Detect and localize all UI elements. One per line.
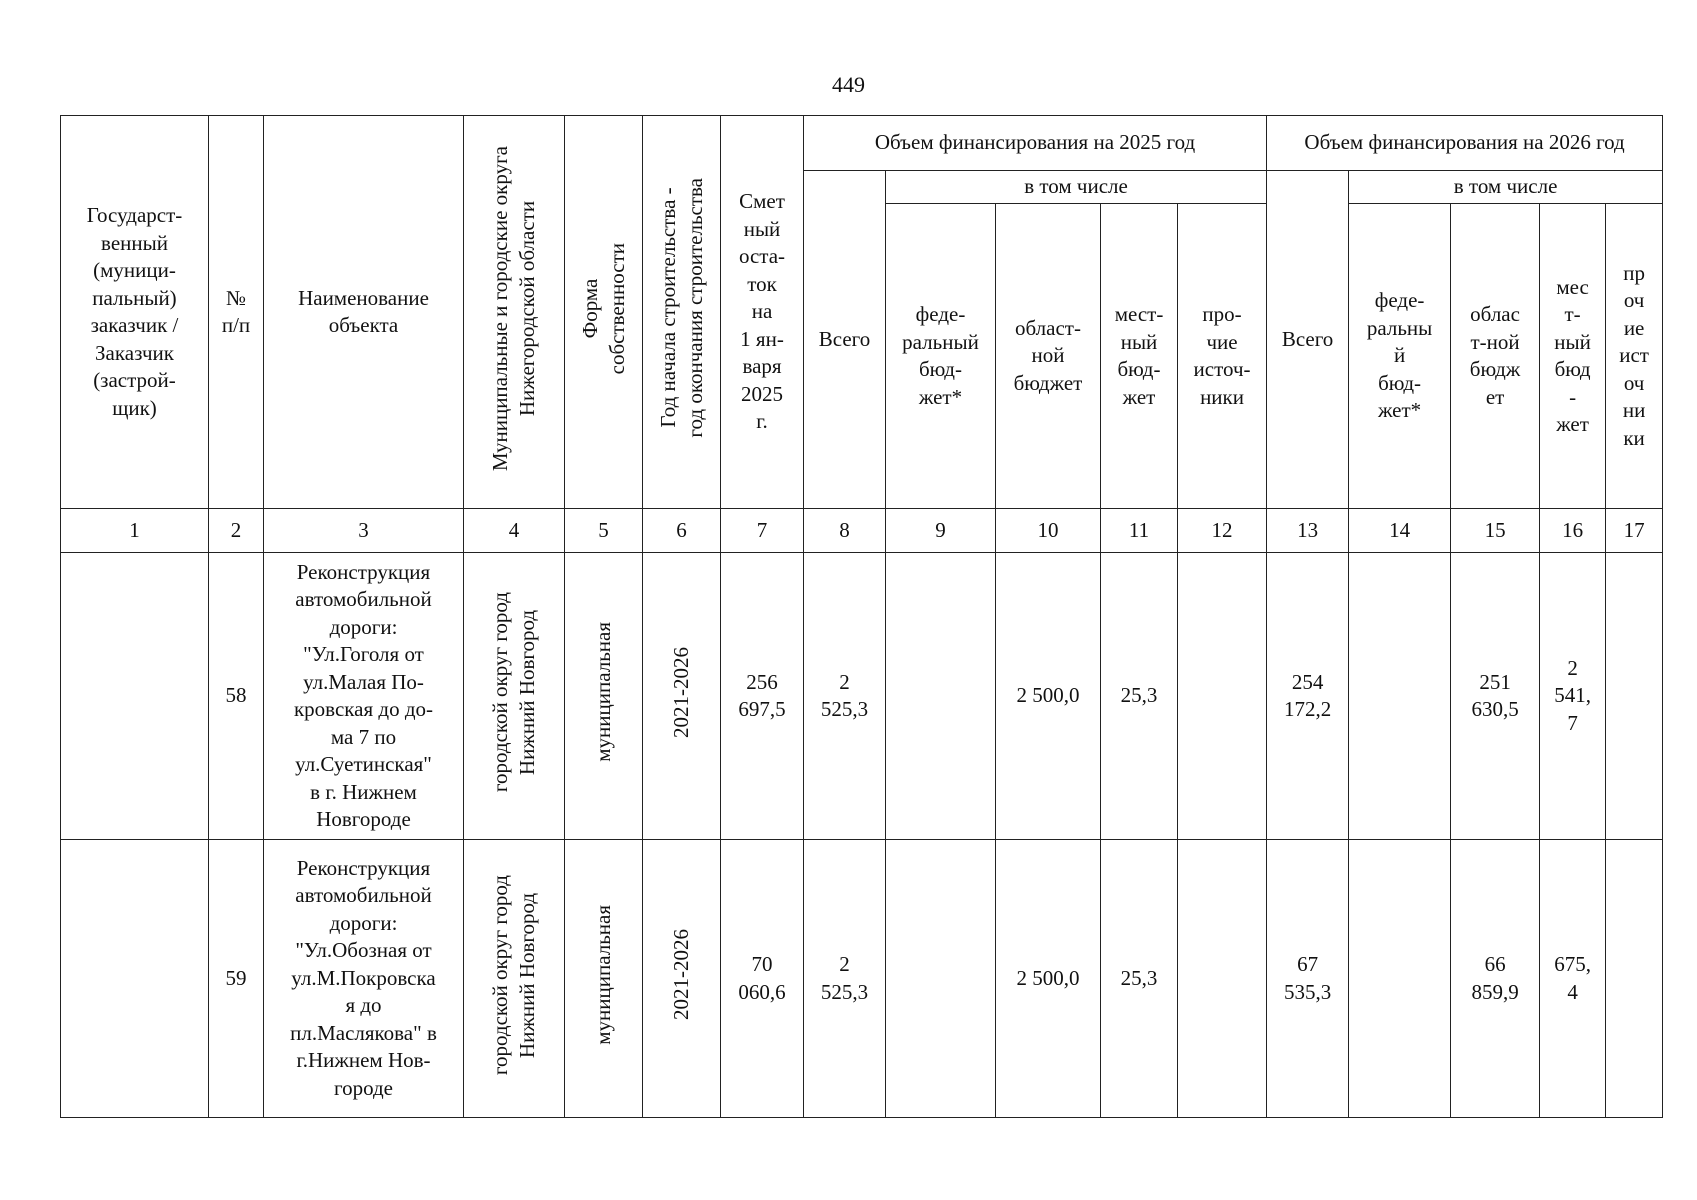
header-municipality-cell — [464, 116, 565, 509]
column-number: 7 — [721, 509, 804, 553]
header-object-name: Наименование объекта — [264, 116, 464, 509]
header-total-2026: Всего — [1267, 171, 1349, 509]
cell-local-2025: 25,3 — [1101, 840, 1178, 1118]
cell-estimate: 256 697,5 — [721, 553, 804, 840]
header-local-2026: мес т- ный бюд - жет — [1540, 204, 1606, 509]
cell-other-2026 — [1606, 840, 1663, 1118]
cell-estimate: 70 060,6 — [721, 840, 804, 1118]
financing-table — [60, 115, 1663, 1118]
column-number: 4 — [464, 509, 565, 553]
column-number: 1 — [61, 509, 209, 553]
cell-local-2026: 2 541, 7 — [1540, 553, 1606, 840]
header-row-1 — [61, 116, 1663, 171]
cell-ownership-cell — [565, 840, 643, 1118]
header-years: Год начала строительства - год окончания строительства — [655, 178, 707, 439]
column-number: 9 — [886, 509, 996, 553]
cell-municipality-cell — [464, 553, 565, 840]
column-number: 11 — [1101, 509, 1178, 553]
cell-num: 59 — [209, 840, 264, 1118]
cell-regional-2025: 2 500,0 — [996, 553, 1101, 840]
header-federal-2026: феде- ральны й бюд- жет* — [1349, 204, 1451, 509]
header-total-2025: Всего — [804, 171, 886, 509]
cell-years-cell — [643, 840, 721, 1118]
cell-object-name: Реконструкция автомобильной дороги: "Ул.Гоголя от ул.Малая По- кровская до до- ма 7 по ул.Суетинская" в г. Нижнем Новгороде — [264, 553, 464, 840]
cell-num: 58 — [209, 553, 264, 840]
header-regional-2026: облас т-ной бюдж ет — [1451, 204, 1540, 509]
cell-total-2025: 2 525,3 — [804, 840, 886, 1118]
cell-local-2025: 25,3 — [1101, 553, 1178, 840]
cell-federal-2026 — [1349, 553, 1451, 840]
cell-local-2026: 675, 4 — [1540, 840, 1606, 1118]
header-other-2026: пр оч ие ист оч ни ки — [1606, 204, 1663, 509]
cell-other-2026 — [1606, 553, 1663, 840]
header-federal-2025: феде- ральный бюд- жет* — [886, 204, 996, 509]
cell-total-2026: 254 172,2 — [1267, 553, 1349, 840]
header-num: № п/п — [209, 116, 264, 509]
cell-total-2026: 67 535,3 — [1267, 840, 1349, 1118]
column-number: 14 — [1349, 509, 1451, 553]
cell-ownership-cell — [565, 553, 643, 840]
header-ownership-cell — [565, 116, 643, 509]
header-municipality: Муниципальные и городские округа Нижегородской области — [488, 145, 539, 471]
cell-regional-2026: 251 630,5 — [1451, 553, 1540, 840]
column-number: 2 — [209, 509, 264, 553]
cell-customer — [61, 553, 209, 840]
column-number: 5 — [565, 509, 643, 553]
cell-years: 2021-2026 — [669, 646, 693, 738]
cell-years-cell — [643, 553, 721, 840]
header-funding-2026: Объем финансирования на 2026 год — [1267, 116, 1663, 171]
cell-regional-2025: 2 500,0 — [996, 840, 1101, 1118]
column-number: 15 — [1451, 509, 1540, 553]
column-number: 3 — [264, 509, 464, 553]
header-regional-2025: област- ной бюджет — [996, 204, 1101, 509]
column-number: 12 — [1178, 509, 1267, 553]
column-number: 13 — [1267, 509, 1349, 553]
table-row — [61, 553, 1663, 840]
header-customer: Государст- венный (муници- пальный) заказчик / Заказчик (застрой- щик) — [61, 116, 209, 509]
cell-municipality-cell — [464, 840, 565, 1118]
header-ownership: Форма собственности — [577, 242, 629, 374]
cell-municipality: городской округ город Нижний Новгород — [488, 592, 539, 793]
header-incl-2025: в том числе — [886, 171, 1267, 204]
cell-customer — [61, 840, 209, 1118]
table-row — [61, 840, 1663, 1118]
column-number: 16 — [1540, 509, 1606, 553]
column-number: 6 — [643, 509, 721, 553]
cell-regional-2026: 66 859,9 — [1451, 840, 1540, 1118]
header-other-2025: про- чие источ- ники — [1178, 204, 1267, 509]
column-number: 10 — [996, 509, 1101, 553]
cell-federal-2025 — [886, 553, 996, 840]
header-local-2025: мест- ный бюд- жет — [1101, 204, 1178, 509]
header-estimate: Смет ный оста- ток на 1 ян- варя 2025 г. — [721, 116, 804, 509]
cell-municipality: городской округ город Нижний Новгород — [488, 874, 539, 1075]
column-number: 8 — [804, 509, 886, 553]
header-years-cell — [643, 116, 721, 509]
header-funding-2025: Объем финансирования на 2025 год — [804, 116, 1267, 171]
cell-other-2025 — [1178, 840, 1267, 1118]
column-number: 17 — [1606, 509, 1663, 553]
cell-total-2025: 2 525,3 — [804, 553, 886, 840]
header-incl-2026: в том числе — [1349, 171, 1663, 204]
cell-federal-2025 — [886, 840, 996, 1118]
column-number-row — [61, 509, 1663, 553]
cell-years: 2021-2026 — [669, 929, 693, 1021]
cell-ownership: муниципальная — [591, 904, 615, 1045]
cell-object-name: Реконструкция автомобильной дороги: "Ул.Обозная от ул.М.Покровска я до пл.Маслякова" в г.Нижнем Нов- городе — [264, 840, 464, 1118]
cell-ownership: муниципальная — [591, 622, 615, 763]
page-number: 449 — [832, 72, 865, 97]
cell-federal-2026 — [1349, 840, 1451, 1118]
cell-other-2025 — [1178, 553, 1267, 840]
